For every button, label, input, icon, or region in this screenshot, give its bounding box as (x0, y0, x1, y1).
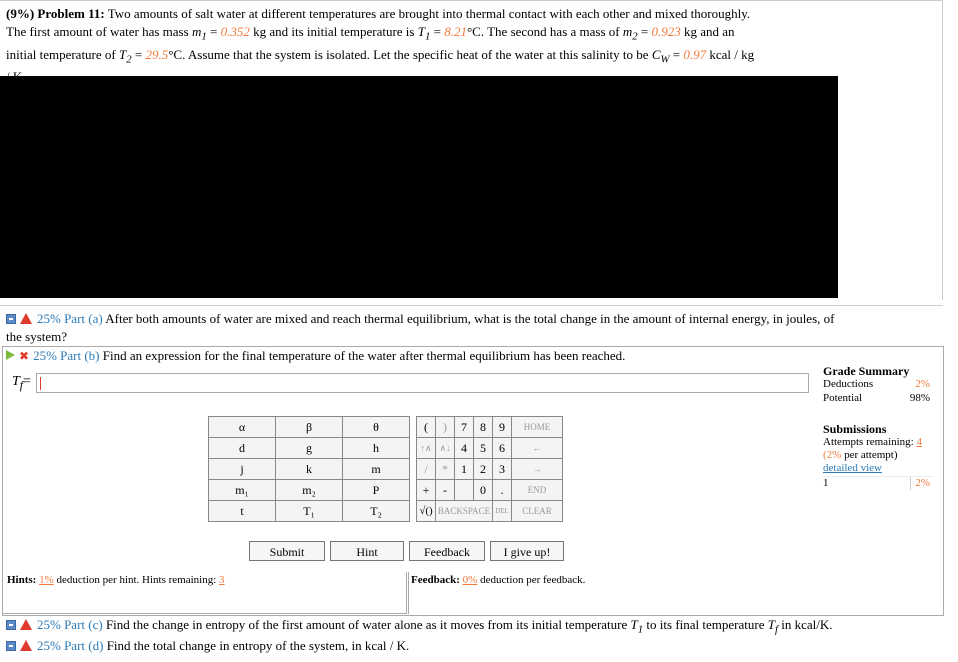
key-P[interactable]: P (343, 480, 410, 501)
problem-text-5: kg and an (684, 24, 735, 39)
T2-value: 29.5 (145, 46, 169, 62)
key-home[interactable]: HOME (512, 417, 563, 438)
part-a-label: 25% Part (a) (37, 311, 103, 326)
key-8[interactable]: 8 (474, 417, 493, 438)
hints-text: deduction per hint. Hints remaining: (56, 574, 217, 586)
key-plus[interactable]: + (417, 480, 436, 501)
per-attempt-text: per attempt) (844, 449, 898, 461)
collapse-icon[interactable] (6, 620, 16, 630)
part-c-Tf-symbol: T (767, 617, 775, 632)
part-d[interactable] (6, 637, 409, 655)
incorrect-x-icon: ✖ (19, 349, 30, 363)
eq-sign: = (210, 24, 218, 39)
submission-row-value: 2% (910, 477, 930, 490)
key-7[interactable]: 7 (455, 417, 474, 438)
key-m2[interactable]: m₂ (276, 480, 343, 501)
m1-value: 0.352 (220, 24, 250, 39)
part-c-text: Find the change in entropy of the first amount of water alone as it moves from its initial temperature (105, 617, 628, 632)
key-open-paren[interactable]: ( (417, 417, 436, 438)
key-minus[interactable]: - (436, 480, 455, 501)
grade-title: Grade Summary (823, 364, 910, 378)
warning-icon (20, 640, 32, 651)
key-del[interactable]: DEL (493, 501, 512, 522)
problem-text-7: °C. Assume that the system is isolated. Let the specific heat of the water at this salinity to be (168, 46, 649, 62)
key-theta[interactable]: θ (343, 417, 410, 438)
key-right-arrow[interactable]: → (512, 459, 563, 480)
eq-sign: = (640, 24, 649, 39)
cw-sub: W (660, 53, 670, 66)
part-c-T1-sub: 1 (637, 623, 644, 636)
problem-text-6: initial temperature of (6, 46, 116, 62)
collapse-icon[interactable] (6, 641, 16, 651)
part-a-text-2: the system? (6, 329, 68, 344)
part-c-text-2: to its final temperature (646, 617, 765, 632)
key-m1[interactable]: m₁ (209, 480, 276, 501)
feedback-text: deduction per feedback. (480, 574, 586, 586)
key-beta[interactable]: β (276, 417, 343, 438)
potential-label: Potential (823, 392, 863, 404)
problem-statement (6, 5, 946, 86)
feedback-percent: 0% (462, 574, 478, 586)
key-T1[interactable]: T₁ (276, 501, 343, 522)
key-T2[interactable]: T₂ (343, 501, 410, 522)
grade-summary (823, 365, 933, 491)
key-6[interactable]: 6 (493, 438, 512, 459)
key-sqrt[interactable]: √() (417, 501, 436, 522)
key-left-arrow[interactable]: ← (512, 438, 563, 459)
key-alpha[interactable]: α (209, 417, 276, 438)
warning-icon (20, 313, 32, 324)
part-b-label: 25% Part (b) (33, 348, 100, 363)
part-a-text: After both amounts of water are mixed and reach thermal equilibrium, what is the total change in the amount of internal energy, in joules, of (105, 311, 835, 326)
eq-sign: = (433, 24, 441, 39)
part-c-label: 25% Part (c) (37, 617, 103, 632)
key-5[interactable]: 5 (474, 438, 493, 459)
hints-percent: 1% (39, 574, 54, 586)
problem-text-4: °C. The second has a mass of (466, 24, 620, 39)
hints-remaining: 3 (219, 574, 225, 586)
part-c[interactable] (6, 616, 832, 639)
key-clear[interactable]: CLEAR (512, 501, 563, 522)
problem-text-1: Two amounts of salt water at different temperatures are brought into thermal contact with each other and mixed thoroughly. (107, 6, 751, 21)
part-d-text: Find the total change in entropy of the system, in kcal / K. (106, 638, 410, 653)
key-down-caret[interactable]: ∧↓ (436, 438, 455, 459)
answer-input[interactable] (36, 373, 809, 393)
key-up-caret[interactable]: ↑∧ (417, 438, 436, 459)
key-g[interactable]: g (276, 438, 343, 459)
T1-sub: 1 (424, 30, 431, 43)
part-b-text: Find an expression for the final temperature of the water after thermal equilibrium has been reached. (102, 348, 626, 363)
problem-figure (0, 76, 838, 298)
part-c-Tf-sub: f (774, 623, 778, 636)
key-blank (455, 480, 474, 501)
problem-text-2: The first amount of water has mass (6, 24, 189, 39)
problem-text-8: kcal / kg (709, 46, 755, 62)
eq-sign: = (672, 46, 681, 62)
top-border (0, 0, 943, 3)
feedback-panel (408, 572, 812, 614)
answer-label-symbol: T (12, 374, 20, 389)
m2-symbol: m (622, 24, 633, 39)
m1-symbol: m (191, 24, 202, 39)
key-d[interactable]: d (209, 438, 276, 459)
submit-button[interactable]: Submit (249, 541, 325, 561)
T1-symbol: T (417, 24, 425, 39)
feedback-label: Feedback: (411, 574, 460, 586)
key-j[interactable]: j (209, 459, 276, 480)
submission-row-number: 1 (823, 477, 829, 489)
collapse-icon[interactable] (6, 314, 16, 324)
submissions-title: Submissions (823, 422, 887, 436)
answer-label-sub: f (19, 378, 24, 392)
part-c-T1-symbol: T (630, 617, 638, 632)
deductions-value: 2% (915, 378, 930, 390)
key-decimal[interactable]: . (493, 480, 512, 501)
cw-value: 0.97 (683, 46, 707, 62)
warning-icon (20, 619, 32, 630)
potential-value: 98% (909, 392, 930, 404)
T2-sub: 2 (126, 53, 132, 66)
problem-text-3: kg and its initial temperature is (253, 24, 415, 39)
T2-symbol: T (118, 46, 127, 62)
divider (0, 305, 943, 306)
m2-sub: 2 (632, 30, 638, 43)
key-1[interactable]: 1 (455, 459, 474, 480)
T1-value: 8.21 (444, 24, 467, 39)
cw-symbol: C (651, 46, 661, 62)
text-cursor (40, 377, 41, 390)
hint-button[interactable]: Hint (330, 541, 404, 561)
part-a[interactable] (6, 310, 834, 346)
key-multiply[interactable]: * (436, 459, 455, 480)
detailed-view-link[interactable]: detailed view (823, 462, 882, 474)
key-close-paren[interactable]: ) (436, 417, 455, 438)
key-9[interactable]: 9 (493, 417, 512, 438)
key-4[interactable]: 4 (455, 438, 474, 459)
eq-sign: = (134, 46, 143, 62)
hints-label: Hints: (7, 574, 37, 586)
key-end[interactable]: END (512, 480, 563, 501)
key-3[interactable]: 3 (493, 459, 512, 480)
part-c-text-3: in kcal/K. (781, 617, 833, 632)
m2-value: 0.923 (651, 24, 681, 39)
key-0[interactable]: 0 (474, 480, 493, 501)
key-divide[interactable]: / (417, 459, 436, 480)
problem-title: Problem 11: (37, 6, 105, 21)
key-2[interactable]: 2 (474, 459, 493, 480)
answer-label-eq: = (23, 374, 31, 389)
attempts-value: 4 (916, 436, 922, 448)
deductions-label: Deductions (823, 378, 874, 390)
keypad (208, 416, 563, 522)
problem-percent: (9%) (6, 6, 35, 21)
part-d-label: 25% Part (d) (37, 638, 104, 653)
key-t[interactable]: t (209, 501, 276, 522)
answer-label (12, 374, 31, 392)
hints-panel (2, 572, 407, 614)
attempts-label: Attempts remaining: (823, 436, 914, 448)
per-attempt-percent: (2% (823, 449, 842, 461)
key-k[interactable]: k (276, 459, 343, 480)
key-m[interactable]: m (343, 459, 410, 480)
give-up-button[interactable]: I give up! (490, 541, 564, 561)
key-backspace[interactable]: BACKSPACE (436, 501, 493, 522)
feedback-button[interactable]: Feedback (409, 541, 485, 561)
m1-sub: 1 (201, 30, 207, 43)
key-h[interactable]: h (343, 438, 410, 459)
